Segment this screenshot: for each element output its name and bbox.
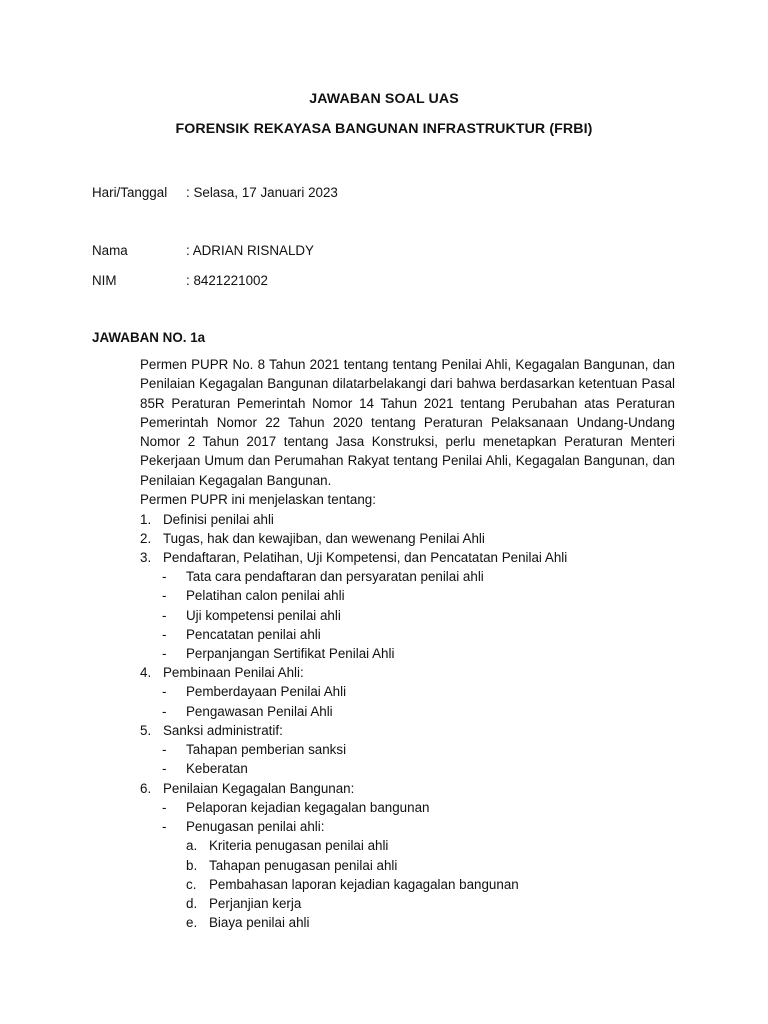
dash-bullet: - — [162, 588, 167, 603]
list-item-number: 6. — [140, 781, 152, 796]
dash-bullet: - — [162, 608, 167, 623]
list-item-number: 4. — [140, 665, 152, 680]
sub-list-item-text: Pelatihan calon penilai ahli — [186, 588, 345, 603]
list-item-number: 3. — [140, 550, 152, 565]
date-row — [92, 184, 338, 202]
list-item-text: Tugas, hak dan kewajiban, dan wewenang Penilai Ahli — [163, 531, 485, 546]
name-row — [92, 242, 314, 260]
dash-bullet: - — [162, 684, 167, 699]
list-item-text: Definisi penilai ahli — [163, 512, 274, 527]
sub-list-item-text: Penugasan penilai ahli: — [186, 819, 325, 834]
dash-bullet: - — [162, 627, 167, 642]
list-item-text: Sanksi administratif: — [163, 723, 283, 738]
sub-list-item-text: Perpanjangan Sertifikat Penilai Ahli — [186, 646, 395, 661]
list-item-text: Penilaian Kegagalan Bangunan: — [163, 781, 355, 796]
dash-bullet: - — [162, 646, 167, 661]
sub-list-item-text: Pelaporan kejadian kegagalan bangunan — [186, 800, 430, 815]
list-item-number: 1. — [140, 512, 152, 527]
list-intro: Permen PUPR ini menjelaskan tentang: — [140, 492, 376, 507]
section-heading: JAWABAN NO. 1a — [92, 330, 206, 345]
sub-list-item-text: Pengawasan Penilai Ahli — [186, 704, 333, 719]
letter-marker: a. — [186, 838, 198, 853]
letter-marker: d. — [186, 896, 198, 911]
sub-list-item-text: Uji kompetensi penilai ahli — [186, 608, 341, 623]
sub-list-item-text: Tata cara pendaftaran dan persyaratan penilai ahli — [186, 569, 484, 584]
sub-sub-list-item-text: Tahapan penugasan penilai ahli — [209, 858, 398, 873]
letter-marker: c. — [186, 877, 197, 892]
date-value: : Selasa, 17 Januari 2023 — [186, 185, 338, 200]
sub-list-item-text: Pencatatan penilai ahli — [186, 627, 321, 642]
nim-value: : 8421221002 — [186, 273, 268, 288]
date-label: Hari/Tanggal — [92, 185, 168, 200]
sub-sub-list-item-text: Perjanjian kerja — [209, 896, 302, 911]
sub-list-item-text: Tahapan pemberian sanksi — [186, 742, 347, 757]
dash-bullet: - — [162, 819, 167, 834]
document-subtitle: FORENSIK REKAYASA BANGUNAN INFRASTRUKTUR (FRBI) — [175, 121, 593, 137]
list-item-text: Pendaftaran, Pelatihan, Uji Kompetensi, dan Pencatatan Penilai Ahli — [163, 550, 568, 565]
list-item-number: 5. — [140, 723, 152, 738]
letter-marker: e. — [186, 915, 198, 930]
dash-bullet: - — [162, 742, 167, 757]
list-item-text: Pembinaan Penilai Ahli: — [163, 665, 304, 680]
document-title: JAWABAN SOAL UAS — [309, 91, 459, 107]
dash-bullet: - — [162, 704, 167, 719]
name-value: : ADRIAN RISNALDY — [186, 243, 314, 258]
sub-list-item-text: Pemberdayaan Penilai Ahli — [186, 684, 347, 699]
letter-marker: b. — [186, 858, 198, 873]
nim-label: NIM — [92, 273, 117, 288]
list-item-number: 2. — [140, 531, 152, 546]
nim-row — [92, 272, 268, 290]
name-label: Nama — [92, 243, 128, 258]
dash-bullet: - — [162, 800, 167, 815]
section-paragraph: Permen PUPR No. 8 Tahun 2021 tentang tentang Penilai Ahli, Kegagalan Bangunan, dan Penilaian Kegagalan Bangunan dilatarbelakangi dari bahwa berdasarkan ketentuan Pasal 85R Peraturan Pemerintah Nomor 14 Tahun 2021 tentang Perubahan atas Peraturan Pemerintah Nomor 22 Tahun 2020 tentang Peraturan Pelaksanaan Undang-Undang Nomor 2 Tahun 2017 tentang Jasa Konstruksi, perlu menetapkan Peraturan Menteri Pekerjaan Umum dan Perumahan Rakyat tentang Penilai Ahli, Kegagalan Bangunan, dan Penilaian Kegagalan Bangunan. — [140, 357, 675, 488]
sub-sub-list-item-text: Kriteria penugasan penilai ahli — [209, 838, 389, 853]
sub-sub-list-item-text: Pembahasan laporan kejadian kagagalan bangunan — [209, 877, 519, 892]
dash-bullet: - — [162, 761, 167, 776]
dash-bullet: - — [162, 569, 167, 584]
sub-list-item-text: Keberatan — [186, 761, 248, 776]
sub-sub-list-item-text: Biaya penilai ahli — [209, 915, 310, 930]
